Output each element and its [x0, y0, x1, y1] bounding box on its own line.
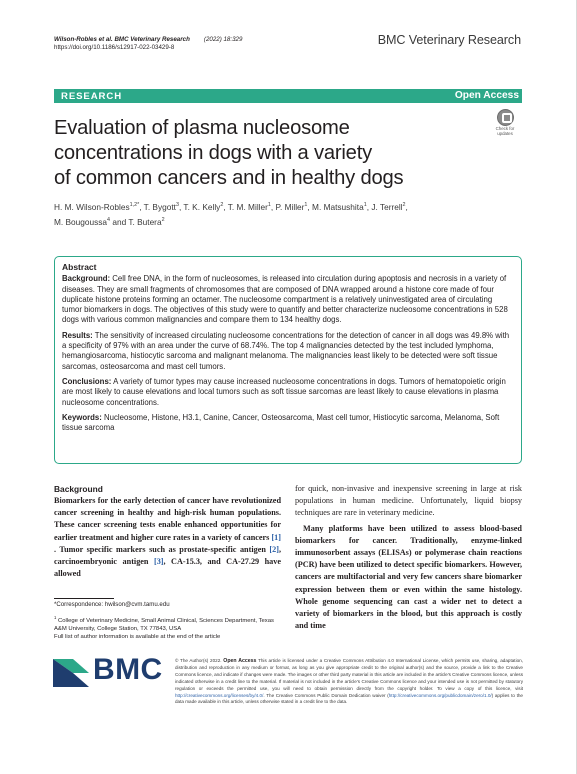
bmc-logo-text: BMC — [93, 653, 163, 686]
section-bar — [54, 89, 522, 103]
article-title — [54, 116, 494, 191]
abstract-background: Background: Cell free DNA, in the form of nucleosomes, is released into circulation during apoptosis and necrosis in a variety of diseases. They are small fragments of chromosomes that are composed of DNA wrapped around a histone core made of four duplicate histone proteins forming an octamer. The nucleosome compartment is a relatively uninvestigated area of circulating tumor biomarkers in dogs. The objectives of this study were to quantify and better characterize nucleosome concentrations in 528 dogs with various common malignancies and compare them to 134 healthy dogs. — [62, 274, 508, 325]
journal-name: BMC Veterinary Research — [377, 33, 521, 47]
license-text: © The Author(s) 2022. Open Access This article is licensed under a Creative Commons Attribution 4.0 International License, which permits use, sharing, adaptation, distribution and reproduction in any medium or format, as long as you give appropriate credit to the original author(s) and the source, provide a link to the Creative Commons licence, and indicate if changes were made. The images or other third party material in this article are included in the article's Creative Commons licence, unless indicated otherwise in a credit line to the material. If material is not included in the article's Creative Commons licence and your intended use is not permitted by statutory regulation or exceeds the permitted use, you will need to obtain permission directly from the copyright holder. To view a copy of this licence, visit http://creativecommons.org/licenses/by/4.0/. The Creative Commons Public Domain Dedication waiver (http://creativecommons.org/publicdomain/zero/1.0/) applies to the data made available in this article, unless otherwise stated in a credit line to the data. — [175, 658, 523, 705]
cc-zero-link[interactable]: http://creativecommons.org/publicdomain/zero/1.0/ — [388, 692, 492, 698]
crossmark-line1: Check for — [495, 126, 515, 131]
abstract-keywords: Keywords: Nucleosome, Histone, H3.1, Canine, Cancer, Osteosarcoma, Mast cell tumor, Histiocytic sarcoma, Melanoma, Soft tissue sarcoma — [62, 412, 500, 433]
check-for-updates-button[interactable] — [490, 109, 520, 137]
full-author-info-note: Full list of author information is available at the end of the article — [54, 633, 221, 640]
correspondence-note: *Correspondence: hwilson@cvm.tamu.edu — [54, 601, 170, 608]
author[interactable]: T. Butera$^2$ — [128, 217, 165, 228]
title-line: of common cancers and in healthy dogs — [54, 167, 404, 189]
author[interactable]: M. Matsushita$^1$ — [312, 201, 367, 212]
abstract-results: Results: The sensitivity of increased circulating nucleosome concentrations for the detection of cancer in all dogs was 49.8% with a specificity of 97% with an area under the curve of 68.74%. The top 4 malignancies detected by the test included lymphoma, hemangiosarcoma, histiocytic sarcoma and malignant melanoma. The malignancies least likely to be detected were soft tissue sarcomas, osteosarcoma and mast cell tumors. — [62, 330, 510, 371]
footnote-divider — [54, 598, 114, 599]
section-heading: Background — [54, 484, 103, 494]
author[interactable]: M. Bougoussa$^4$ — [54, 217, 111, 228]
body-column-left — [54, 484, 281, 580]
body-paragraph: Many platforms have been utilized to assess blood-based biomarkers for cancer. Traditionally, enzyme-linked immunosorbent assays (ELISAs) or polymerase chain reactions (PCR) have been utilized to detect specific biomarkers. However, cancers are multifactorial and very few cancers share biomarker expression between them or even within the same histology. Whole genome sequencing can cast a wider net to detect a variety of biomarkers in the blood, but this approach is costly and time — [295, 523, 522, 631]
citation-volume: (2022) 18:329 — [203, 36, 243, 43]
citation-header — [54, 36, 242, 53]
abstract-box — [54, 256, 522, 464]
author-list: H. M. Wilson-Robles$^{1,2*}$, T. Bygott$^3$, T. K. Kelly$^2$, T. M. Miller$^1$, P. Miller$^1$, M. Matsushita$^1$, J. Terrell$^2$, M. Bougoussa$^4$ and T. Butera$^2$ — [54, 201, 408, 228]
citation-link[interactable]: [2] — [269, 544, 279, 554]
citation-link[interactable]: [3] — [153, 557, 164, 567]
affiliation-note: $^1$ College of Veterinary Medicine, Small Animal Clinical, Sciences Department, Texas A&M University, College Station, TX 77843, USA Full list of author information is available at the end of the article — [54, 614, 280, 641]
title-line: concentrations in dogs with a variety — [54, 142, 373, 164]
section-label: RESEARCH — [61, 91, 123, 102]
citation-link[interactable]: [1] — [271, 532, 281, 542]
author[interactable]: T. K. Kelly$^2$ — [183, 201, 224, 212]
title-line: Evaluation of plasma nucleosome — [54, 117, 350, 139]
author[interactable]: H. M. Wilson-Robles$^{1,2*}$ — [54, 201, 140, 212]
author[interactable]: P. Miller$^1$ — [275, 201, 308, 212]
crossmark-line2: updates — [497, 131, 513, 136]
body-paragraph: for quick, non-invasive and inexpensive screening in large at risk populations in human medicine. Unfortunately, liquid biopsy techniques are rare in veterinary medicine. — [295, 484, 522, 518]
crossmark-icon — [497, 109, 514, 126]
body-paragraph: Biomarkers for the early detection of cancer have revolutionized cancer screening in healthy and high-risk human populations. These cancer screening tests enable enhanced opportunities for earlier treatment and higher cure rates in a variety of cancers [1] . Tumor specific markers such as prostate-specific antigen [2], carcinoembryonic antigen [3], CA-15.3, and CA-27.29 have allowed — [54, 496, 281, 579]
author[interactable]: T. Bygott$^3$ — [143, 201, 179, 212]
doi-link[interactable]: https://doi.org/10.1186/s12917-022-03429-8 — [54, 44, 175, 52]
open-access-label: Open Access — [454, 90, 519, 101]
abstract-conclusions: Conclusions: A variety of tumor types may cause increased nucleosome concentrations in dogs. Tumors of hematopoietic origin are most likely to cause elevations and local tumors such as soft tissue sarcomas are least likely to cause elevations in plasma nucleosome concentrations. — [62, 376, 506, 407]
citation-authors: Wilson-Robles et al. BMC Veterinary Research — [54, 36, 190, 43]
abstract-heading: Abstract — [62, 262, 97, 272]
author[interactable]: J. Terrell$^2$ — [371, 201, 406, 212]
author[interactable]: T. M. Miller$^1$ — [227, 201, 271, 212]
body-column-right — [295, 483, 522, 632]
cc-license-link[interactable]: http://creativecommons.org/licenses/by/4.0/ — [175, 692, 264, 698]
